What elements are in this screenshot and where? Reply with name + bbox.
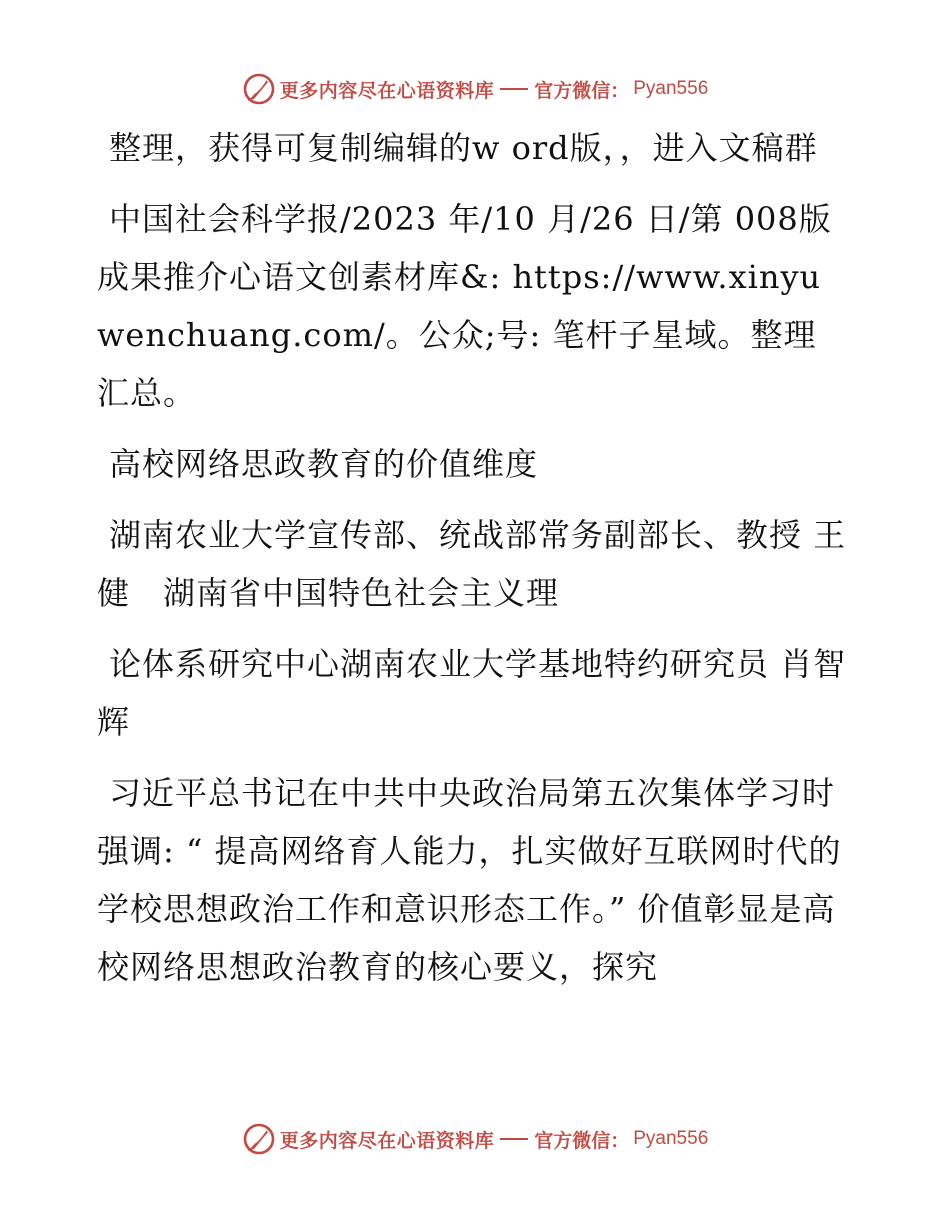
banner-dash (500, 88, 528, 90)
author-line-2: 论体系研究中心湖南农业大学基地特约研究员 肖智辉 (97, 645, 847, 741)
feather-pen-logo-icon (242, 1122, 276, 1156)
header-banner-content (242, 72, 709, 106)
banner-text: 更多内容尽在心语资料库 (279, 1129, 495, 1152)
banner-wechat-label: 官方微信： (534, 79, 630, 102)
document-body (97, 119, 849, 1009)
banner-dash (500, 1138, 528, 1140)
author-line-1: 湖南农业大学宣传部、统战部常务副部长、教授 王健 湖南省中国特色社会主义理 (97, 516, 847, 612)
header-banner (0, 69, 950, 109)
banner-wechat-label: 官方微信： (534, 1129, 630, 1152)
article-title: 高校网络思政教育的价值维度 (109, 445, 539, 483)
banner-wechat-id: Pyan556 (633, 78, 709, 99)
footer-banner-content (242, 1122, 709, 1156)
paragraph-body: 习近平总书记在中共中央政治局第五次集体学习时强调: “ 提高网络育人能力，扎实做好互联网时代的学校思想政治工作和意识形态工作。” 价值彰显是高校网络思想政治教育的核心要义，探究 (97, 774, 842, 986)
feather-pen-logo-icon (242, 72, 276, 106)
banner-wechat-id: Pyan556 (633, 1128, 709, 1149)
footer-banner (0, 1119, 950, 1159)
banner-text: 更多内容尽在心语资料库 (279, 79, 495, 102)
paragraph-source: 中国社会科学报/2023 年/10 月/26 日/第 008版成果推介心语文创素材库&: https://www.xinyuwenchuang.com/。公众;号: 笔杆子星域。整理汇总。 (97, 200, 832, 412)
paragraph-intro: 整理，获得可复制编辑的w ord版，，进入文稿群 (109, 129, 818, 167)
